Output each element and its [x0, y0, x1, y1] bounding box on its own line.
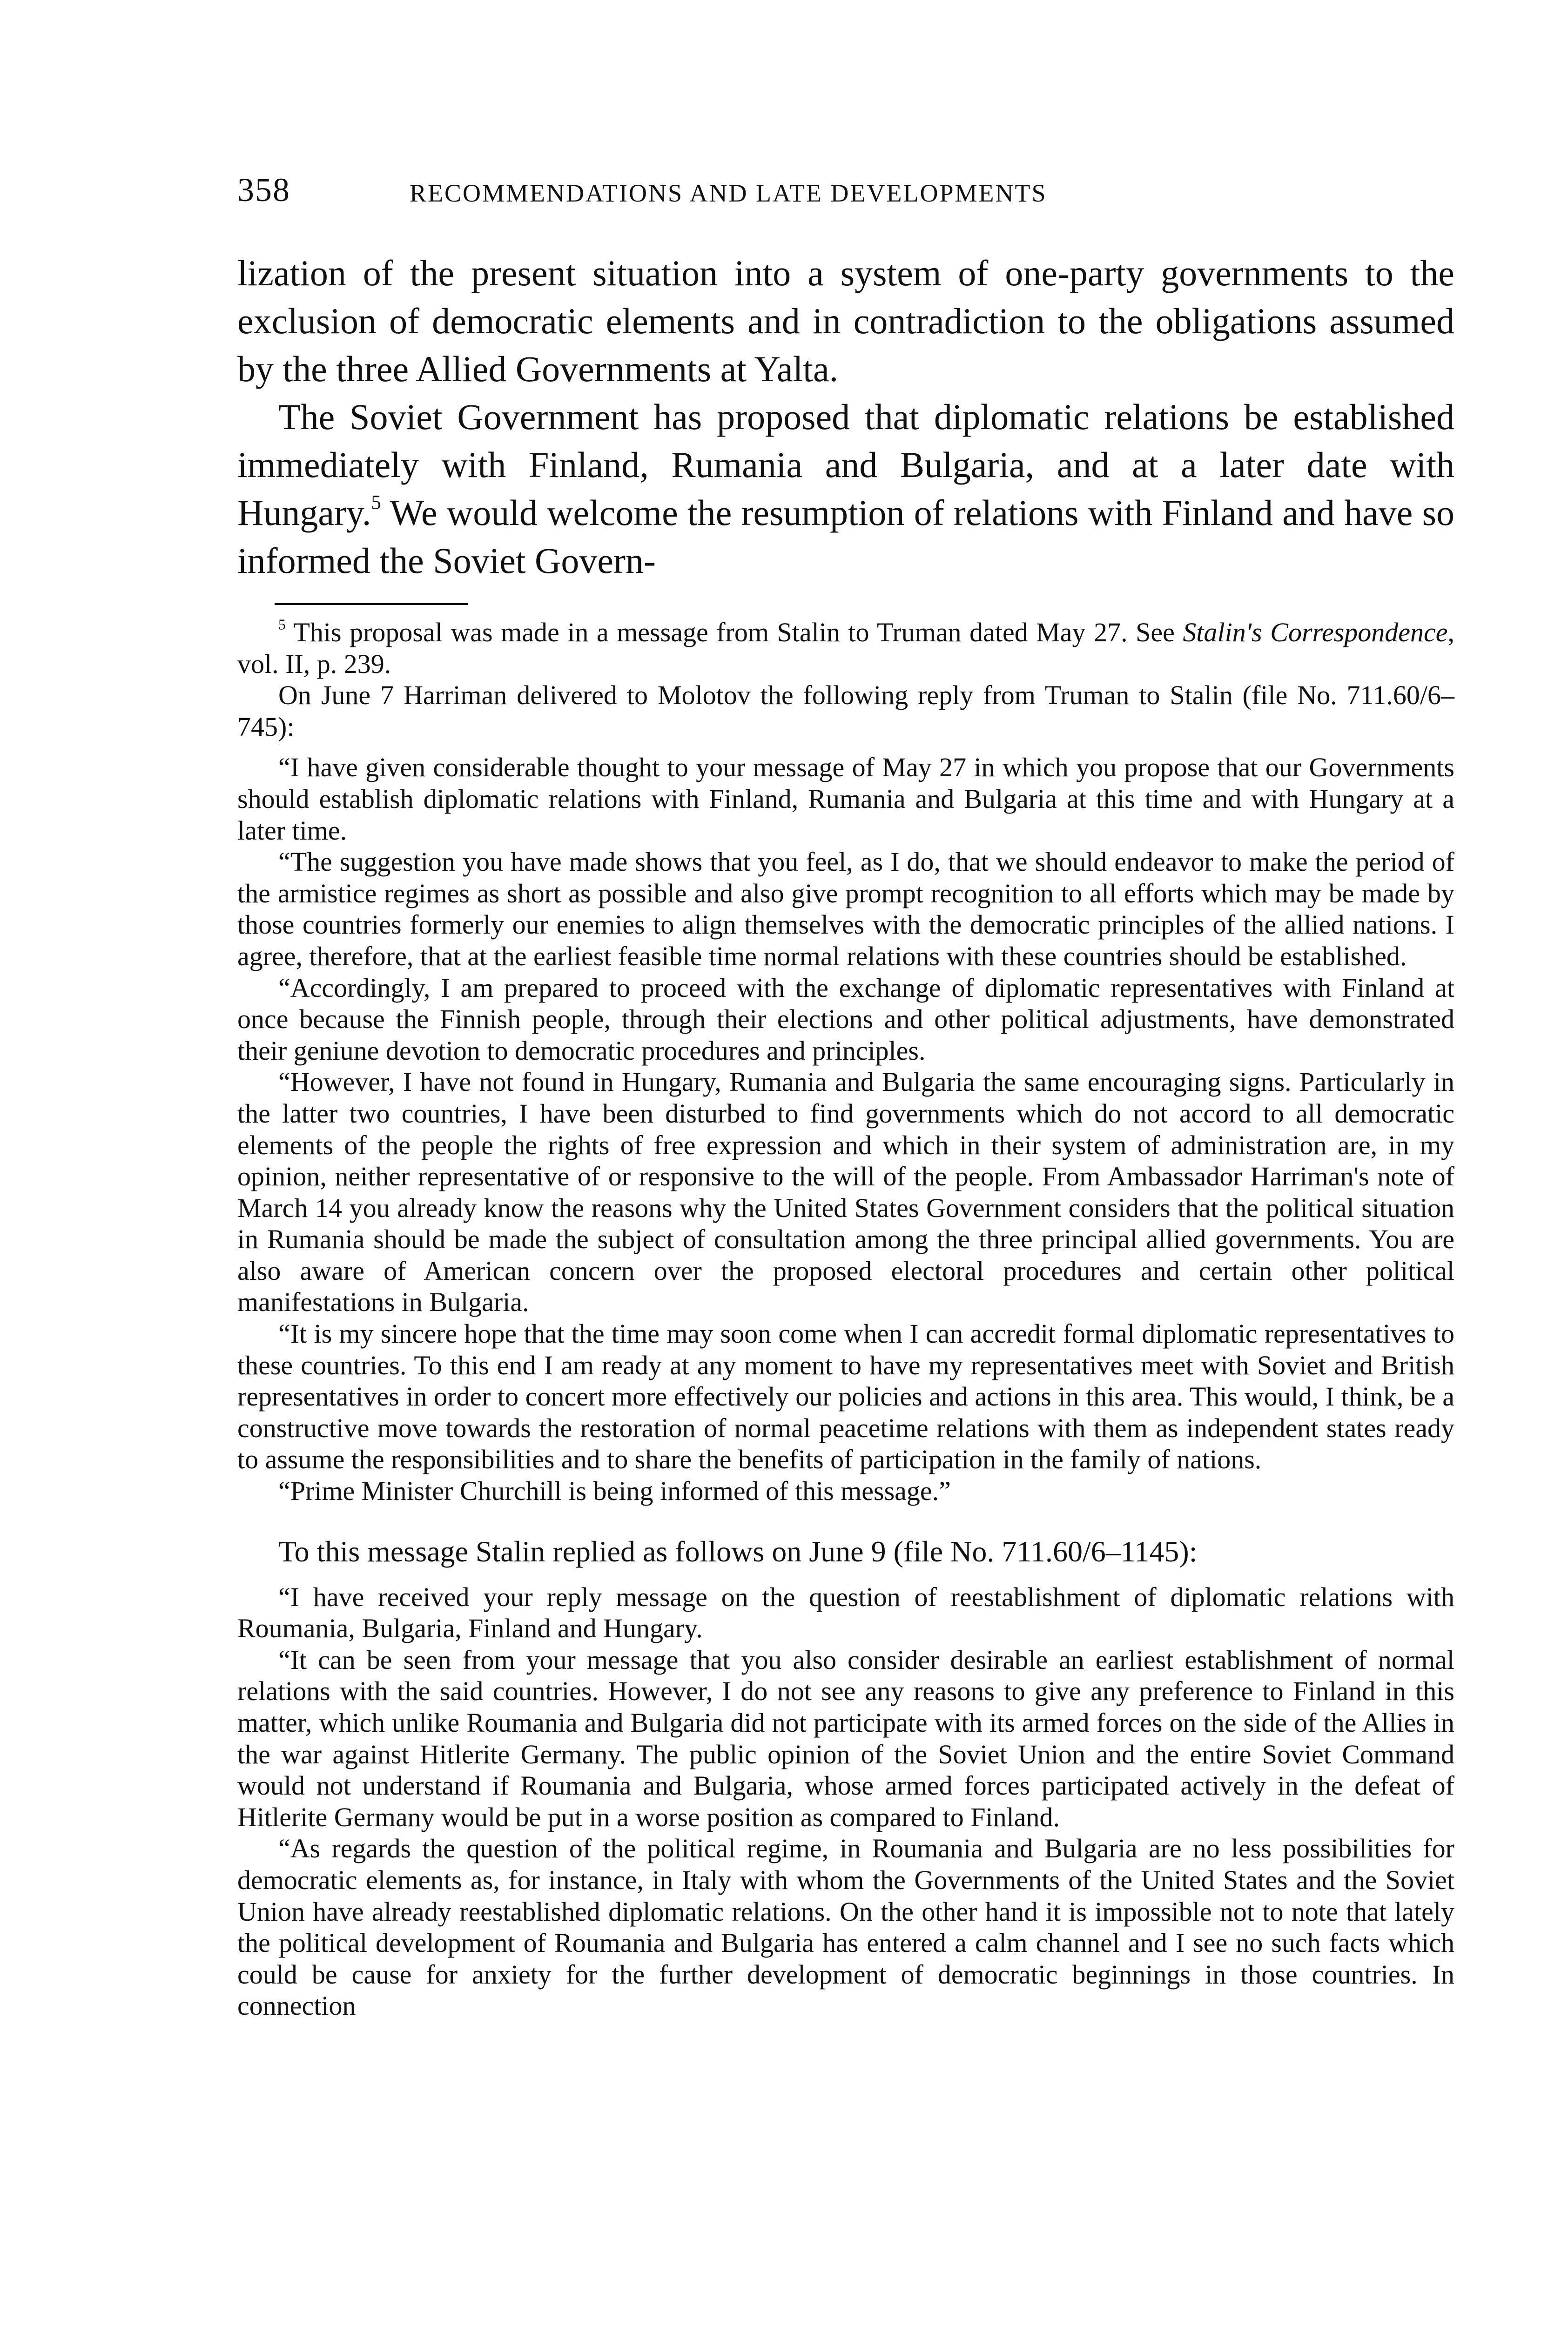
- stalin-quote-block: [237, 1581, 1454, 2022]
- stalin-quote-paragraph: “As regards the question of the political regime, in Roumania and Bulgaria are no less possibilities for democratic elements as, for instance, in Italy with whom the Governments of the United States and the Soviet Union have already reestablished diplomatic relations. On the other hand it is impossible not to note that lately the political development of Roumania and Bulgaria has entered a calm channel and I see no such facts which could be cause for anxiety for the further development of democratic beginnings in those countries. In connection: [237, 1833, 1454, 2021]
- footnote-reference-5[interactable]: 5: [371, 491, 381, 514]
- truman-quote-paragraph: “The suggestion you have made shows that you feel, as I do, that we should endeavor to make the period of the armistice regimes as short as possible and also give prompt recognition to all efforts which may be made by those countries formerly our enemies to align themselves with the democratic principles of the allied nations. I agree, therefore, that at the earliest feasible time normal relations with these countries should be established.: [237, 847, 1454, 971]
- truman-quote-paragraph: “Accordingly, I am prepared to proceed with the exchange of diplomatic representatives with Finland at once because the Finnish people, through their elections and other political adjustments, have demonstrated their geniune devotion to democratic procedures and principles.: [237, 972, 1454, 1066]
- main-paragraph-text-a: The Soviet Government has proposed that diplomatic relations be established immediately with Finland, Rumania and Bulgaria, and at a later date with Hungary.: [237, 397, 1454, 533]
- footnote-5: [237, 617, 1454, 2022]
- footnote-text-b: , vol. II, p. 239.: [237, 617, 1454, 679]
- footnote-text-a: This proposal was made in a message from Stalin to Truman dated May 27. See: [285, 617, 1183, 647]
- truman-quote-block: [237, 752, 1454, 1506]
- footnote-book-title: Stalin's Correspondence: [1183, 617, 1448, 647]
- stalin-quote-paragraph: “It can be seen from your message that you also consider desirable an earliest establishment of normal relations with the said countries. However, I do not see any reasons to give any preference to Finland in this matter, which unlike Roumania and Bulgaria did not participate with its armed forces on the side of the Allies in the war against Hitlerite Germany. The public opinion of the Soviet Union and the entire Soviet Command would not understand if Roumania and Bulgaria, whose armed forces participated actively in the defeat of Hitlerite Germany would be put in a worse position as compared to Finland.: [237, 1644, 1454, 1832]
- footnote-paragraph-1: [237, 617, 1454, 679]
- stalin-quote-paragraph: “I have received your reply message on the question of reestablishment of diplomatic relations with Roumania, Bulgaria, Finland and Hungary.: [237, 1581, 1454, 1644]
- page-number: 358: [237, 171, 290, 208]
- main-paragraph-continued: lization of the present situation into a system of one-party governments to the exclusion of democratic elements and in contradiction to the obligations assumed by the three Allied Governments at Yalta.: [237, 253, 1454, 389]
- truman-quote-paragraph: “However, I have not found in Hungary, Rumania and Bulgaria the same encouraging signs. Particularly in the latter two countries, I have been disturbed to find governments which do not accord to all democratic elements of the people the rights of free expression and which in their system of administration are, in my opinion, neither representative of or responsive to the will of the people. From Ambassador Harriman's note of March 14 you already know the reasons why the United States Government considers that the political situation in Rumania should be made the subject of consultation among the three principal allied governments. You are also aware of American concern over the proposed electoral procedures and certain other political manifestations in Bulgaria.: [237, 1067, 1454, 1318]
- truman-quote-paragraph: “It is my sincere hope that the time may soon come when I can accredit formal diplomatic representatives to these countries. To this end I am ready at any moment to have my representatives meet with Soviet and British representatives in order to concert more effectively our policies and actions in this area. This would, I think, be a constructive move towards the restoration of normal peacetime relations with them as independent states ready to assume the responsibilities and to share the benefits of participation in the family of nations.: [237, 1318, 1454, 1475]
- main-paragraph-text-b: We would welcome the resumption of relations with Finland and have so informed the Soviet Govern-: [237, 492, 1454, 581]
- truman-quote-paragraph: “I have given considerable thought to your message of May 27 in which you propose that our Governments should establish diplomatic relations with Finland, Rumania and Bulgaria at this time and with Hungary at a later time.: [237, 752, 1454, 846]
- main-text: [237, 249, 1454, 585]
- footnote-marker: 5: [278, 616, 286, 633]
- main-paragraph-soviet-proposal: [237, 393, 1454, 585]
- stalin-reply-intro: To this message Stalin replied as follows on June 9 (file No. 711.60/6–1145):: [278, 1534, 1198, 1568]
- running-head: RECOMMENDATIONS AND LATE DEVELOPMENTS: [410, 179, 1047, 207]
- truman-quote-paragraph: “Prime Minister Churchill is being informed of this message.”: [278, 1476, 951, 1506]
- footnote-separator-rule: [275, 603, 468, 605]
- footnote-paragraph-2: On June 7 Harriman delivered to Molotov the following reply from Truman to Stalin (file No. 711.60/6–745):: [237, 680, 1454, 742]
